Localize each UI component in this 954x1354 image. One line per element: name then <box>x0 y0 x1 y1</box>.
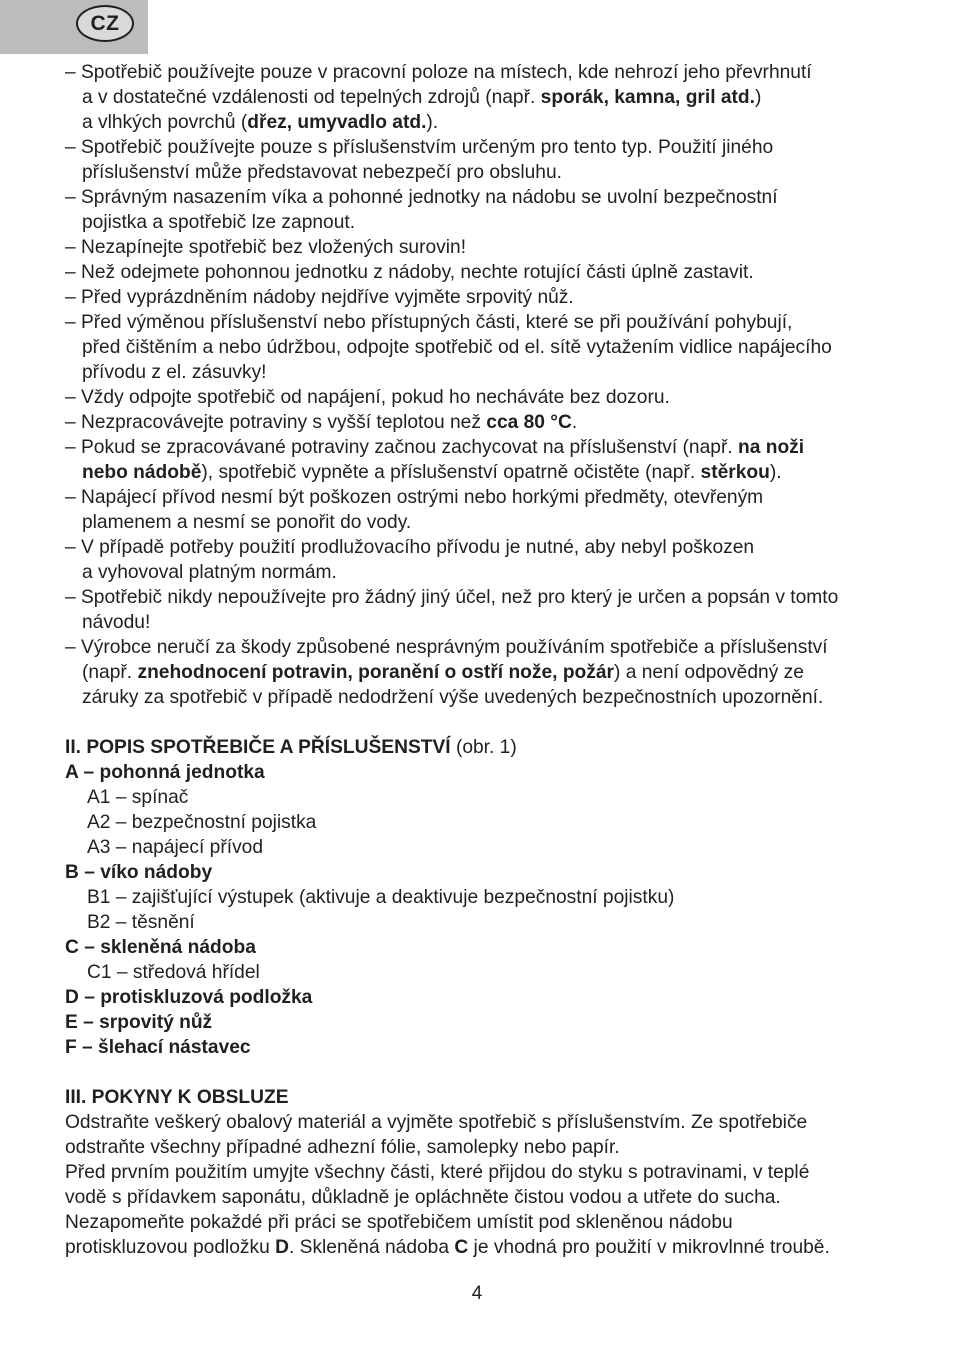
safety-line <box>65 485 915 510</box>
page-number: 4 <box>471 1283 483 1304</box>
instruction-line <box>65 1135 915 1160</box>
text-run: – Správným nasazením víka a pohonné jednotky na nádobu se uvolní bezpečnostní <box>65 187 778 208</box>
parts-list <box>65 760 915 1060</box>
bold-text: C – skleněná nádoba <box>65 937 256 958</box>
bold-text: nebo nádobě <box>82 462 202 483</box>
parts-list-item <box>65 760 915 785</box>
parts-list-item <box>65 885 915 910</box>
text-run: – V případě potřeby použití prodlužovacího přívodu je nutné, aby nebyl poškozen <box>65 537 755 558</box>
text-run: je vhodná pro použití v mikrovlnné troubě. <box>468 1237 830 1258</box>
instruction-line <box>65 1185 915 1210</box>
parts-list-item <box>65 785 915 810</box>
safety-line <box>65 560 915 585</box>
instruction-line <box>65 1110 915 1135</box>
text-run: ) a není odpovědný ze <box>614 662 804 683</box>
safety-line <box>65 310 915 335</box>
text-run: protiskluzovou podložku <box>65 1237 276 1258</box>
bold-text: D – protiskluzová podložka <box>65 987 313 1008</box>
text-run: (např. <box>82 662 138 683</box>
safety-line <box>65 410 915 435</box>
bold-text: na noži <box>738 437 805 458</box>
safety-line <box>65 660 915 685</box>
text-run: ). <box>769 462 782 483</box>
safety-line <box>65 260 915 285</box>
section-3-title: III. POKYNY K OBSLUZE <box>65 1087 289 1108</box>
text-run: Nezapomeňte pokaždé při práci se spotřebičem umístit pod skleněnou nádobu <box>65 1212 733 1233</box>
safety-line <box>65 285 915 310</box>
safety-line <box>65 135 915 160</box>
text-run: záruky za spotřebič v případě nedodržení výše uvedených bezpečnostních upozornění. <box>82 687 824 708</box>
text-run: – Nezapínejte spotřebič bez vložených surovin! <box>65 237 467 258</box>
text-run: A3 – napájecí přívod <box>87 837 264 858</box>
section-2-heading <box>65 735 915 760</box>
bold-text: znehodnocení potravin, poranění o ostří nože, požár <box>137 662 614 683</box>
text-run: A1 – spínač <box>87 787 189 808</box>
bold-text: A – pohonná jednotka <box>65 762 265 783</box>
text-run: odstraňte všechny případné adhezní fólie, samolepky nebo papír. <box>65 1137 620 1158</box>
page-content <box>65 60 915 1260</box>
text-run: C1 – středová hřídel <box>87 962 260 983</box>
bold-text: sporák, kamna, gril atd. <box>540 87 755 108</box>
text-run: – Spotřebič nikdy nepoužívejte pro žádný jiný účel, než pro který je určen a popsán v tomto <box>65 587 839 608</box>
text-run: návodu! <box>82 612 151 633</box>
safety-line <box>65 435 915 460</box>
text-run: – Před výměnou příslušenství nebo přístupných části, které se při používání pohybují, <box>65 312 793 333</box>
parts-list-item <box>65 860 915 885</box>
text-run: – Výrobce neručí za škody způsobené nesprávným používáním spotřebiče a příslušenství <box>65 637 828 658</box>
safety-line <box>65 385 915 410</box>
text-run: – Před vyprázdněním nádoby nejdříve vyjměte srpovitý nůž. <box>65 287 574 308</box>
text-run: přívodu z el. zásuvky! <box>82 362 267 383</box>
text-run: a vlhkých povrchů ( <box>82 112 248 133</box>
text-run: – Vždy odpojte spotřebič od napájení, pokud ho necháváte bez dozoru. <box>65 387 670 408</box>
safety-line <box>65 585 915 610</box>
safety-line <box>65 635 915 660</box>
safety-line <box>65 210 915 235</box>
parts-list-item <box>65 810 915 835</box>
instruction-line <box>65 1160 915 1185</box>
text-run: a v dostatečné vzdálenosti od tepelných zdrojů (např. <box>82 87 541 108</box>
safety-line <box>65 160 915 185</box>
bold-text: dřez, umyvadlo atd. <box>247 112 427 133</box>
parts-list-item <box>65 935 915 960</box>
text-run: ) <box>755 87 762 108</box>
operating-instructions <box>65 1110 915 1260</box>
safety-line <box>65 110 915 135</box>
parts-list-item <box>65 835 915 860</box>
text-run: před čištěním a nebo údržbou, odpojte spotřebič od el. sítě vytažením vidlice napájecího <box>82 337 832 358</box>
safety-line <box>65 235 915 260</box>
safety-line <box>65 335 915 360</box>
section-2-title: II. POPIS SPOTŘEBIČE A PŘÍSLUŠENSTVÍ <box>65 737 451 758</box>
text-run: a vyhovoval platným normám. <box>82 562 337 583</box>
safety-instructions <box>65 60 915 710</box>
instruction-line <box>65 1210 915 1235</box>
safety-line <box>65 360 915 385</box>
text-run: pojistka a spotřebič lze zapnout. <box>82 212 356 233</box>
section-2-figure-ref: (obr. 1) <box>450 737 517 758</box>
parts-list-item <box>65 985 915 1010</box>
text-run: Před prvním použitím umyjte všechny části, které přijdou do styku s potravinami, v teplé <box>65 1162 810 1183</box>
bold-text: D <box>275 1237 289 1258</box>
parts-list-item <box>65 1035 915 1060</box>
section-3-heading <box>65 1085 915 1110</box>
text-run: A2 – bezpečnostní pojistka <box>87 812 317 833</box>
text-run: – Nezpracovávejte potraviny s vyšší teplotou než <box>65 412 487 433</box>
text-run: . Skleněná nádoba <box>288 1237 455 1258</box>
text-run: – Než odejmete pohonnou jednotku z nádoby, nechte rotující části úplně zastavit. <box>65 262 754 283</box>
text-run: – Spotřebič používejte pouze v pracovní poloze na místech, kde nehrozí jeho převrhnutí <box>65 62 812 83</box>
text-run: – Pokud se zpracovávané potraviny začnou zachycovat na příslušenství (např. <box>65 437 738 458</box>
safety-line <box>65 610 915 635</box>
safety-line <box>65 60 915 85</box>
safety-line <box>65 185 915 210</box>
parts-list-item <box>65 1010 915 1035</box>
language-badge: CZ <box>76 5 134 42</box>
bold-text: E – srpovitý nůž <box>65 1012 213 1033</box>
instruction-line <box>65 1235 915 1260</box>
text-run: vodě s přídavkem saponátu, důkladně je opláchněte čistou vodou a utřete do sucha. <box>65 1187 781 1208</box>
text-run: . <box>571 412 578 433</box>
safety-line <box>65 535 915 560</box>
bold-text: cca 80 °C <box>486 412 572 433</box>
text-run: příslušenství může představovat nebezpečí pro obsluhu. <box>82 162 562 183</box>
text-run: – Spotřebič používejte pouze s příslušenstvím určeným pro tento typ. Použití jiného <box>65 137 774 158</box>
bold-text: F – šlehací nástavec <box>65 1037 251 1058</box>
parts-list-item <box>65 910 915 935</box>
language-tab <box>0 0 148 54</box>
bold-text: stěrkou <box>700 462 770 483</box>
text-run: B1 – zajišťující výstupek (aktivuje a deaktivuje bezpečnostní pojistku) <box>87 887 675 908</box>
bold-text: B – víko nádoby <box>65 862 213 883</box>
text-run: – Napájecí přívod nesmí být poškozen ostrými nebo horkými předměty, otevřeným <box>65 487 764 508</box>
text-run: Odstraňte veškerý obalový materiál a vyjměte spotřebič s příslušenstvím. Ze spotřebiče <box>65 1112 808 1133</box>
text-run: ), spotřebič vypněte a příslušenství opatrně očistěte (např. <box>201 462 701 483</box>
bold-text: C <box>454 1237 469 1258</box>
text-run: B2 – těsnění <box>87 912 195 933</box>
safety-line <box>65 460 915 485</box>
safety-line <box>65 85 915 110</box>
safety-line <box>65 685 915 710</box>
text-run: ). <box>426 112 439 133</box>
text-run: plamenem a nesmí se ponořit do vody. <box>82 512 412 533</box>
parts-list-item <box>65 960 915 985</box>
safety-line <box>65 510 915 535</box>
